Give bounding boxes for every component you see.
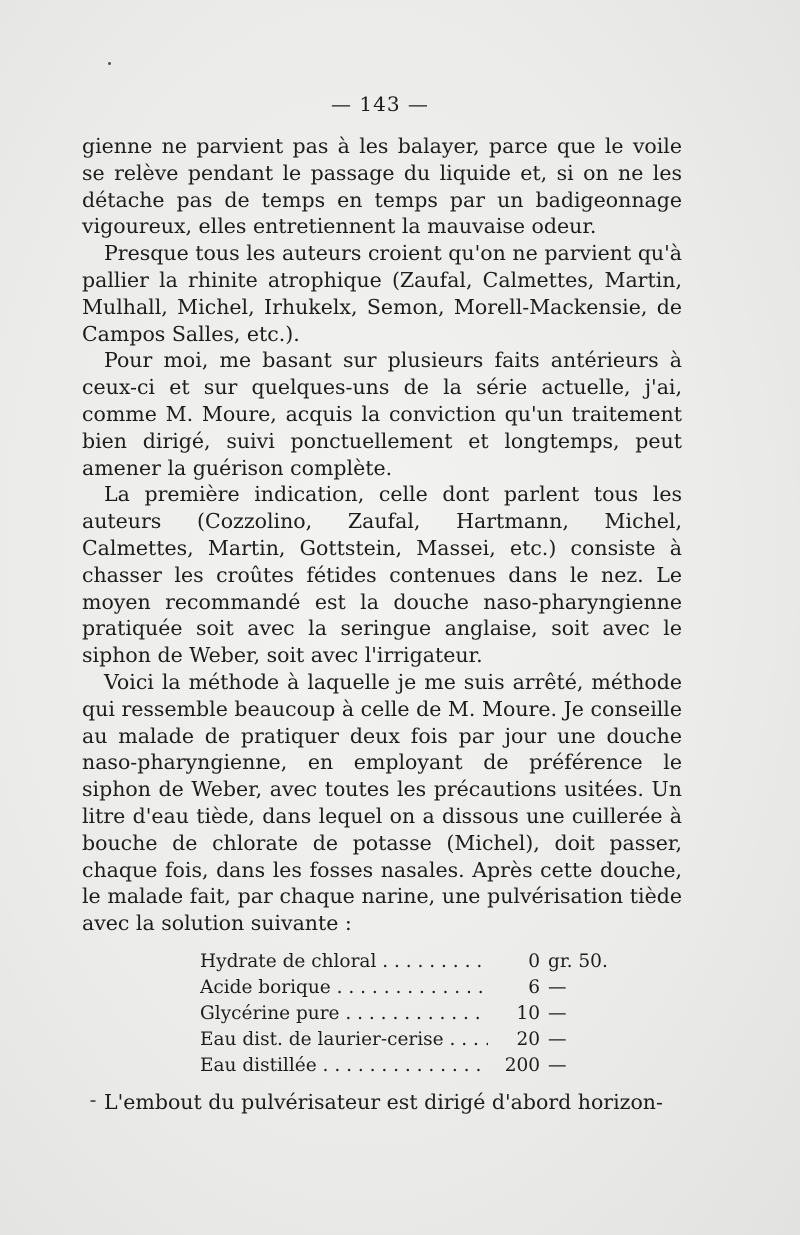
- ingredient-quantity: 0: [528, 950, 540, 972]
- paragraph-closing: L'embout du pulvérisateur est dirigé d'abord horizon-: [104, 1089, 663, 1114]
- ingredient-name: Eau distillée . . .: [200, 1053, 488, 1079]
- body-text: [82, 133, 682, 1116]
- ingredient-unit: gr. 50.: [548, 950, 608, 972]
- ingredient-unit: —: [548, 1054, 567, 1076]
- ingredient-unit: —: [548, 1028, 567, 1050]
- prescription-formula: [200, 949, 608, 1079]
- paragraph: Presque tous les auteurs croient qu'on ne parvient qu'à pallier la rhinite atrophique (Zaufal, Calmettes, Martin, Mulhall, Michel, Irhukelx, Semon, Morell-Mackensie, de Campos Salles, etc.).: [82, 241, 682, 346]
- paragraph: Pour moi, me basant sur plusieurs faits antérieurs à ceux-ci et sur quelques-uns de la série actuelle, j'ai, comme M. Moure, acquis la conviction qu'un traitement bien dirigé, suivi ponctuellement et longtemps, peut amener la guérison complète.: [82, 348, 682, 480]
- formula-row: [200, 1027, 600, 1053]
- ingredient-name: Glycérine pure . . .: [200, 1001, 488, 1027]
- formula-row: [200, 975, 600, 1001]
- formula-row: [200, 1053, 600, 1079]
- formula-row: [200, 1001, 600, 1027]
- ingredient-unit: —: [548, 976, 567, 998]
- ingredient-unit: —: [548, 1002, 567, 1024]
- paragraph: Voici la méthode à laquelle je me suis arrêté, méthode qui ressemble beaucoup à celle de M. Moure. Je conseille au malade de pratiquer deux fois par jour une douche naso-pharyngienne, en employant de préférence le siphon de Weber, avec toutes les précautions usitées. Un litre d'eau tiède, dans lequel on a dissous une cuillerée à bouche de chlorate de potasse (Michel), doit passer, chaque fois, dans les fosses nasales. Après cette douche, le malade fait, par chaque narine, une pulvérisation tiède avec la solution suivante :: [82, 669, 682, 936]
- paper-speck: [108, 62, 111, 65]
- formula-row: [200, 949, 608, 975]
- ingredient-quantity: 20: [516, 1028, 540, 1050]
- paragraph: La première indication, celle dont parlent tous les auteurs (Cozzolino, Zaufal, Hartmann, Michel, Calmettes, Martin, Gottstein, Massei, etc.) consiste à chasser les croûtes fétides contenues dans le nez. Le moyen recommandé est la douche naso-pharyngienne pratiquée soit avec la seringue anglaise, soit avec le siphon de Weber, soit avec l'irrigateur.: [82, 482, 682, 668]
- paragraph: gienne ne parvient pas à les balayer, parce que le voile se relève pendant le passage du liquide et, si on ne les détache pas de temps en temps par un badigeonnage vigoureux, elles entretiennent la mauvaise odeur.: [82, 134, 682, 239]
- ingredient-name: Hydrate de chloral . . .: [200, 949, 488, 975]
- ingredient-quantity: 6: [528, 976, 540, 998]
- ingredient-quantity: 10: [516, 1002, 540, 1024]
- ingredient-name: Acide borique . . .: [200, 975, 488, 1001]
- page-number: — 143 —: [331, 92, 429, 116]
- ingredient-name: Eau dist. de laurier-cerise . . .: [200, 1027, 488, 1053]
- ingredient-quantity: 200: [504, 1054, 540, 1076]
